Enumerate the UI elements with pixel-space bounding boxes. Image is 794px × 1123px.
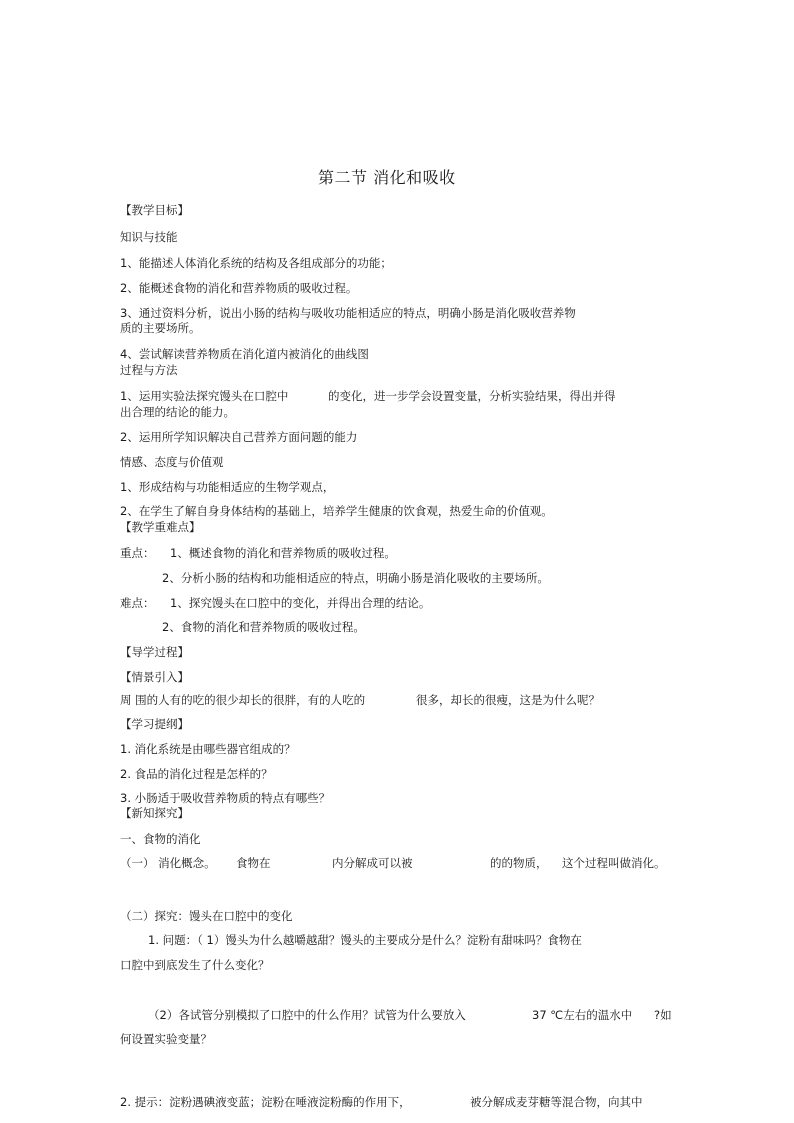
hint-text-a: 2. 提示：淀粉遇碘液变蓝；淀粉在唾液淀粉酶的作用下， bbox=[120, 1095, 411, 1109]
process-item-1-b: 的变化，进一步学会设置变量，分析实验结果，得出并得 bbox=[328, 389, 616, 403]
process-heading: 过程与方法 bbox=[120, 363, 178, 377]
question-2-end: ?如 bbox=[654, 1008, 672, 1022]
concept-end: 这个过程叫做消化。 bbox=[562, 856, 666, 870]
question-2-temp: 37 ℃左右的温水中 bbox=[532, 1008, 633, 1022]
goals-heading: 【教学目标】 bbox=[120, 203, 189, 217]
concept-blank-2: 内分解成可以被 bbox=[332, 856, 413, 870]
concept-blank-1: 食物在 bbox=[236, 856, 271, 870]
knowledge-item-4: 4、尝试解读营养物质在消化道内被消化的曲线图 bbox=[120, 347, 369, 361]
concept-label: （一） 消化概念。 bbox=[120, 856, 216, 870]
page-title: 第二节 消化和吸收 bbox=[318, 168, 456, 187]
question-1: 1. 问题：（ 1）馒头为什么越嚼越甜？馒头的主要成分是什么？淀粉有甜味吗？食物在 bbox=[148, 933, 582, 947]
key-points-heading: 【教学重难点】 bbox=[120, 520, 201, 534]
process-item-1: 1、运用实验法探究馒头在口腔中 bbox=[120, 389, 289, 403]
knowledge-heading: 知识与技能 bbox=[120, 230, 178, 244]
knowledge-item-3-cont: 质的主要场所。 bbox=[120, 321, 201, 335]
intro-text-b: 很多，却长的很瘦，这是为什么呢？ bbox=[416, 693, 600, 707]
section-digestion: 一、食物的消化 bbox=[120, 832, 201, 846]
hint-text-b: 被分解成麦芽糖等混合物，向其中 bbox=[470, 1095, 643, 1109]
attitude-item-1: 1、形成结构与功能相适应的生物学观点， bbox=[120, 480, 335, 494]
intro-heading: 【情景引入】 bbox=[120, 670, 189, 684]
difficulty-1: 1、探究馒头在口腔中的变化，并得出合理的结论。 bbox=[170, 596, 431, 610]
outline-question-3: 3. 小肠适于吸收营养物质的特点有哪些？ bbox=[120, 791, 331, 805]
key-point-2: 2、分析小肠的结构和功能相适应的特点，明确小肠是消化吸收的主要场所。 bbox=[162, 571, 549, 585]
question-1-cont: 口腔中到底发生了什么变化？ bbox=[120, 958, 270, 972]
outline-heading: 【学习提纲】 bbox=[120, 717, 189, 731]
key-point-label: 重点： bbox=[120, 546, 155, 560]
knowledge-item-1: 1、能描述人体消化系统的结构及各组成部分的功能； bbox=[120, 256, 392, 270]
explore-heading: 【新知探究】 bbox=[120, 806, 189, 820]
process-item-2: 2、运用所学知识解决自己营养方面问题的能力 bbox=[120, 430, 358, 444]
knowledge-item-2: 2、能概述食物的消化和营养物质的吸收过程。 bbox=[120, 281, 358, 295]
intro-text-a: 周 围的人有的吃的很少却长的很胖，有的人吃的 bbox=[120, 693, 366, 707]
attitude-heading: 情感、态度与价值观 bbox=[120, 455, 224, 469]
process-item-1-cont: 出合理的结论的能力。 bbox=[120, 405, 235, 419]
question-2: （2）各试管分别模拟了口腔中的什么作用？试管为什么要放入 bbox=[148, 1008, 466, 1022]
explore-subheading: （二）探究：馒头在口腔中的变化 bbox=[120, 909, 293, 923]
difficulty-label: 难点： bbox=[120, 596, 155, 610]
outline-question-2: 2. 食品的消化过程是怎样的？ bbox=[120, 767, 273, 781]
outline-question-1: 1. 消化系统是由哪些器官组成的？ bbox=[120, 742, 296, 756]
knowledge-item-3: 3、通过资料分析，说出小肠的结构与吸收功能相适应的特点，明确小肠是消化吸收营养物 bbox=[120, 306, 576, 320]
difficulty-2: 2、食物的消化和营养物质的吸收过程。 bbox=[162, 620, 365, 634]
question-2-cont: 何设置实验变量？ bbox=[120, 1032, 212, 1046]
attitude-item-2: 2、在学生了解自身身体结构的基础上，培养学生健康的饮食观，热爱生命的价值观。 bbox=[120, 504, 553, 518]
concept-blank-3: 的的物质， bbox=[490, 856, 548, 870]
key-point-1: 1、概述食物的消化和营养物质的吸收过程。 bbox=[170, 546, 396, 560]
guide-heading: 【导学过程】 bbox=[120, 645, 189, 659]
